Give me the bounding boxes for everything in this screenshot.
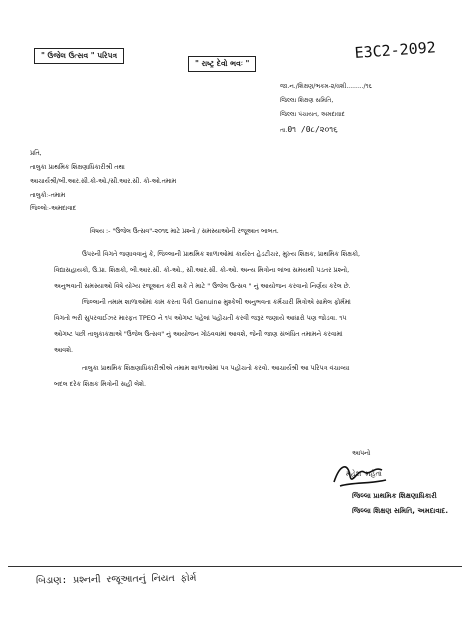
paragraph-3-line: બદલ દરેક શિક્ષક મિત્રોની સહી લેશે. <box>54 380 147 388</box>
paragraph-1-line: વિદ્યાસહાયકો, ઉ.પ્રા. શિક્ષકો, બી.આર.સી. કો-ઓ., સી.આર.સી. કો-ઓ. અન્ય મિત્રોના લાંબા સમયથી પડતર પ્રશ્નો, <box>54 266 350 274</box>
circular-title-box <box>34 48 124 64</box>
paragraph-2-line: ઓગષ્ટ પછી તાલુકાકક્ષાએ "ઉજેલ ઉત્સવ" નું આયોજન ગોઠવવામાં આવશે, જેની જાણ સંબંધિત તમામને કરવામાં <box>54 330 343 338</box>
signature-yours: આપનો <box>352 450 371 457</box>
recipient-line-1: તાલુકા પ્રાથમિક શિક્ષણાધિકારીશ્રી તથા <box>30 164 125 171</box>
circular-title-text: " ઉજેલ ઉત્સવ " પરિપત્ર <box>41 51 118 60</box>
signed-name: મહેશ મહેતા <box>346 470 382 478</box>
recipient-line-4: જિલ્લોઃ-અમદાવાદ <box>30 205 77 212</box>
signature-office: જિલ્લા શિક્ષણ સમિતિ, અમદાવાદ. <box>352 507 449 515</box>
paragraph-3-line: તાલુકા પ્રાથમિક શિક્ષણાધિકારીશ્રીએ તમામ શાળાઓમાં પત્ર પહોંચતો કરવો. આચાર્યશ્રી આ પરિપત્ર વંચાવ્યા <box>82 364 350 372</box>
date-prefix: તા. <box>280 127 288 134</box>
reference-panchayat: જિલ્લા પંચાયત, અમદાવાદ <box>280 111 345 118</box>
paragraph-2-line: જિલ્લાની તમામ શાળાઓમાં કામ કરતા પૈકી Genuine મુશ્કેલી અનુભવતા કર્મચારી મિત્રોએ સામેલ ફોર્મમાં <box>82 298 351 306</box>
signature-designation: જિલ્લા પ્રાથમિક શિક્ષણાધિકારી <box>352 492 437 500</box>
subject-line: વિષય :- "ઉજેલ ઉત્સવ"-૨૦૧૬ માટે પ્રશ્નો / સમસ્યાઓની રજૂઆત બાબત. <box>90 228 279 235</box>
recipient-to: પ્રતિ, <box>30 150 42 157</box>
motto-box <box>188 56 256 72</box>
paragraph-1-line: અનુભવાતી સમસ્યાઓ વિષે યોગ્ય રજૂઆત કરી શકે તે માટે " ઉજેલ ઉત્સવ " નું આયોજન કરવાનો નિર્ણય કરેલ છે. <box>54 282 351 290</box>
reference-number: જા.ન./શિક્ષણ/ભકમ-૨/વશી........./૧૬ <box>280 83 372 90</box>
recipient-line-3: તાલુકોઃ-તમામ <box>30 192 66 199</box>
reference-office: જિલ્લા શિક્ષણ સમિતિ, <box>280 97 334 104</box>
motto-text: " રાષ્ટ્ર દેવો ભવઃ " <box>195 59 250 68</box>
paragraph-1-line: ઉપરની વિગતે જણાવવાનું કે, જિલ્લાની પ્રાથમિક શાળાઓમાં કાર્યરત હેડટીચર, મુખ્ય શિક્ષક, પ્રાથમિક શિક્ષકો, <box>82 250 361 258</box>
paragraph-2-line: આવશે. <box>54 346 74 354</box>
handwritten-code: E3C2-2092 <box>354 38 437 62</box>
paragraph-2-line: વિગતો ભરી સુપરવાઈઝર મારફત TPEO ને ૧૫ ઓગષ્ટ પહેલાં પહોંચતી કરવી જરૂર જણાયે આધારો પણ જોડવા. ૧૫ <box>54 314 347 322</box>
reference-date <box>280 123 338 138</box>
body-paragraph-1 <box>54 246 460 294</box>
body-paragraph-3 <box>54 360 460 392</box>
footer-divider <box>8 566 462 567</box>
date-handwritten: 0૧ /0૮/૨૦૧૬ <box>287 125 338 134</box>
handwritten-enclosure-note: બિડાણ: પ્રશ્નની રજૂઆતનું નિયત ફોર્મ <box>35 572 197 587</box>
body-paragraph-2 <box>54 294 460 358</box>
recipient-line-2: આચાર્યશ્રી/બી.આર.સી.કો-ઓ./સી.આર.સી. કો-ઓ.તમામ <box>30 178 177 185</box>
